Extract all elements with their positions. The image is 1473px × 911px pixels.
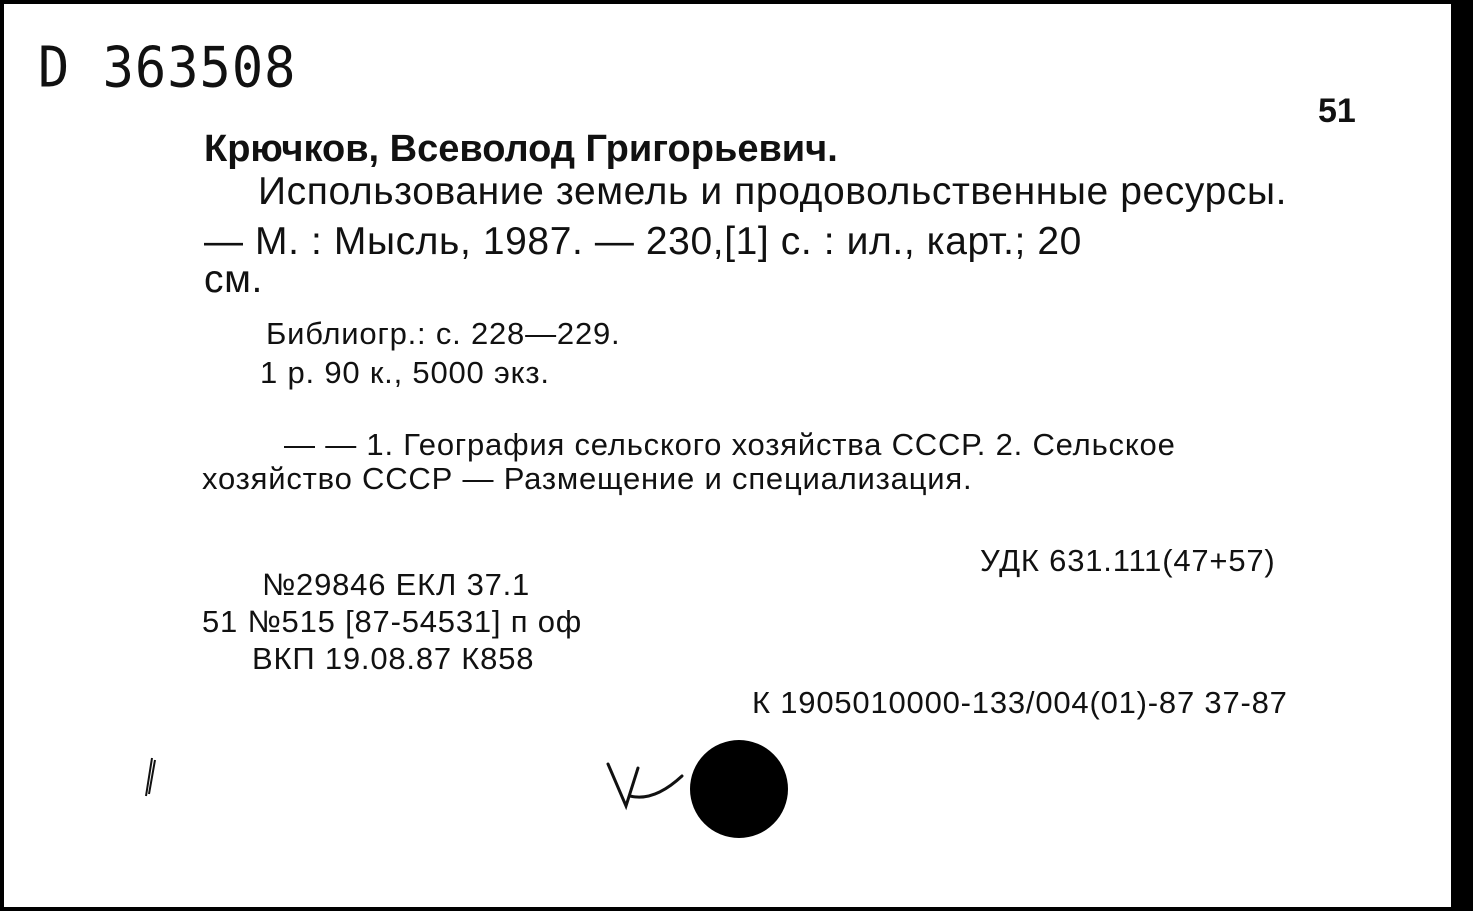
price-note: 1 р. 90 к., 5000 экз.: [260, 355, 550, 390]
pencil-mark-icon: [140, 756, 160, 798]
author-heading: Крючков, Всеволод Григорьевич.: [204, 128, 838, 170]
inventory-line-2: 51 №515 [87-54531] п оф: [202, 604, 583, 639]
card-edge-shadow: [1451, 0, 1473, 911]
handwritten-initials-icon: [604, 754, 694, 814]
title-line-1: Использование земель и продовольственные ресурсы.: [258, 170, 1288, 213]
inventory-line-3: ВКП 19.08.87 К858: [252, 641, 535, 676]
subjects-line-2: хозяйство СССР — Размещение и специализация.: [202, 461, 973, 496]
bibliography-note: Библиогр.: с. 228—229.: [266, 316, 621, 351]
k-code: К 1905010000-133/004(01)-87 37-87: [752, 685, 1288, 720]
udk-code: УДК 631.111(47+57): [980, 543, 1276, 578]
subjects-line-1: — — 1. География сельского хозяйства СССР. 2. Сельское: [284, 427, 1176, 462]
catalog-card: [4, 4, 1451, 907]
title-line-3: см.: [204, 258, 263, 301]
call-number: D 363508: [38, 35, 297, 101]
title-line-2: — М. : Мысль, 1987. — 230,[1] с. : ил., карт.; 20: [204, 220, 1082, 263]
shelf-number: 51: [1318, 92, 1356, 130]
inventory-line-1: №29846 ЕКЛ 37.1: [262, 567, 531, 602]
black-dot-icon: [690, 740, 788, 838]
